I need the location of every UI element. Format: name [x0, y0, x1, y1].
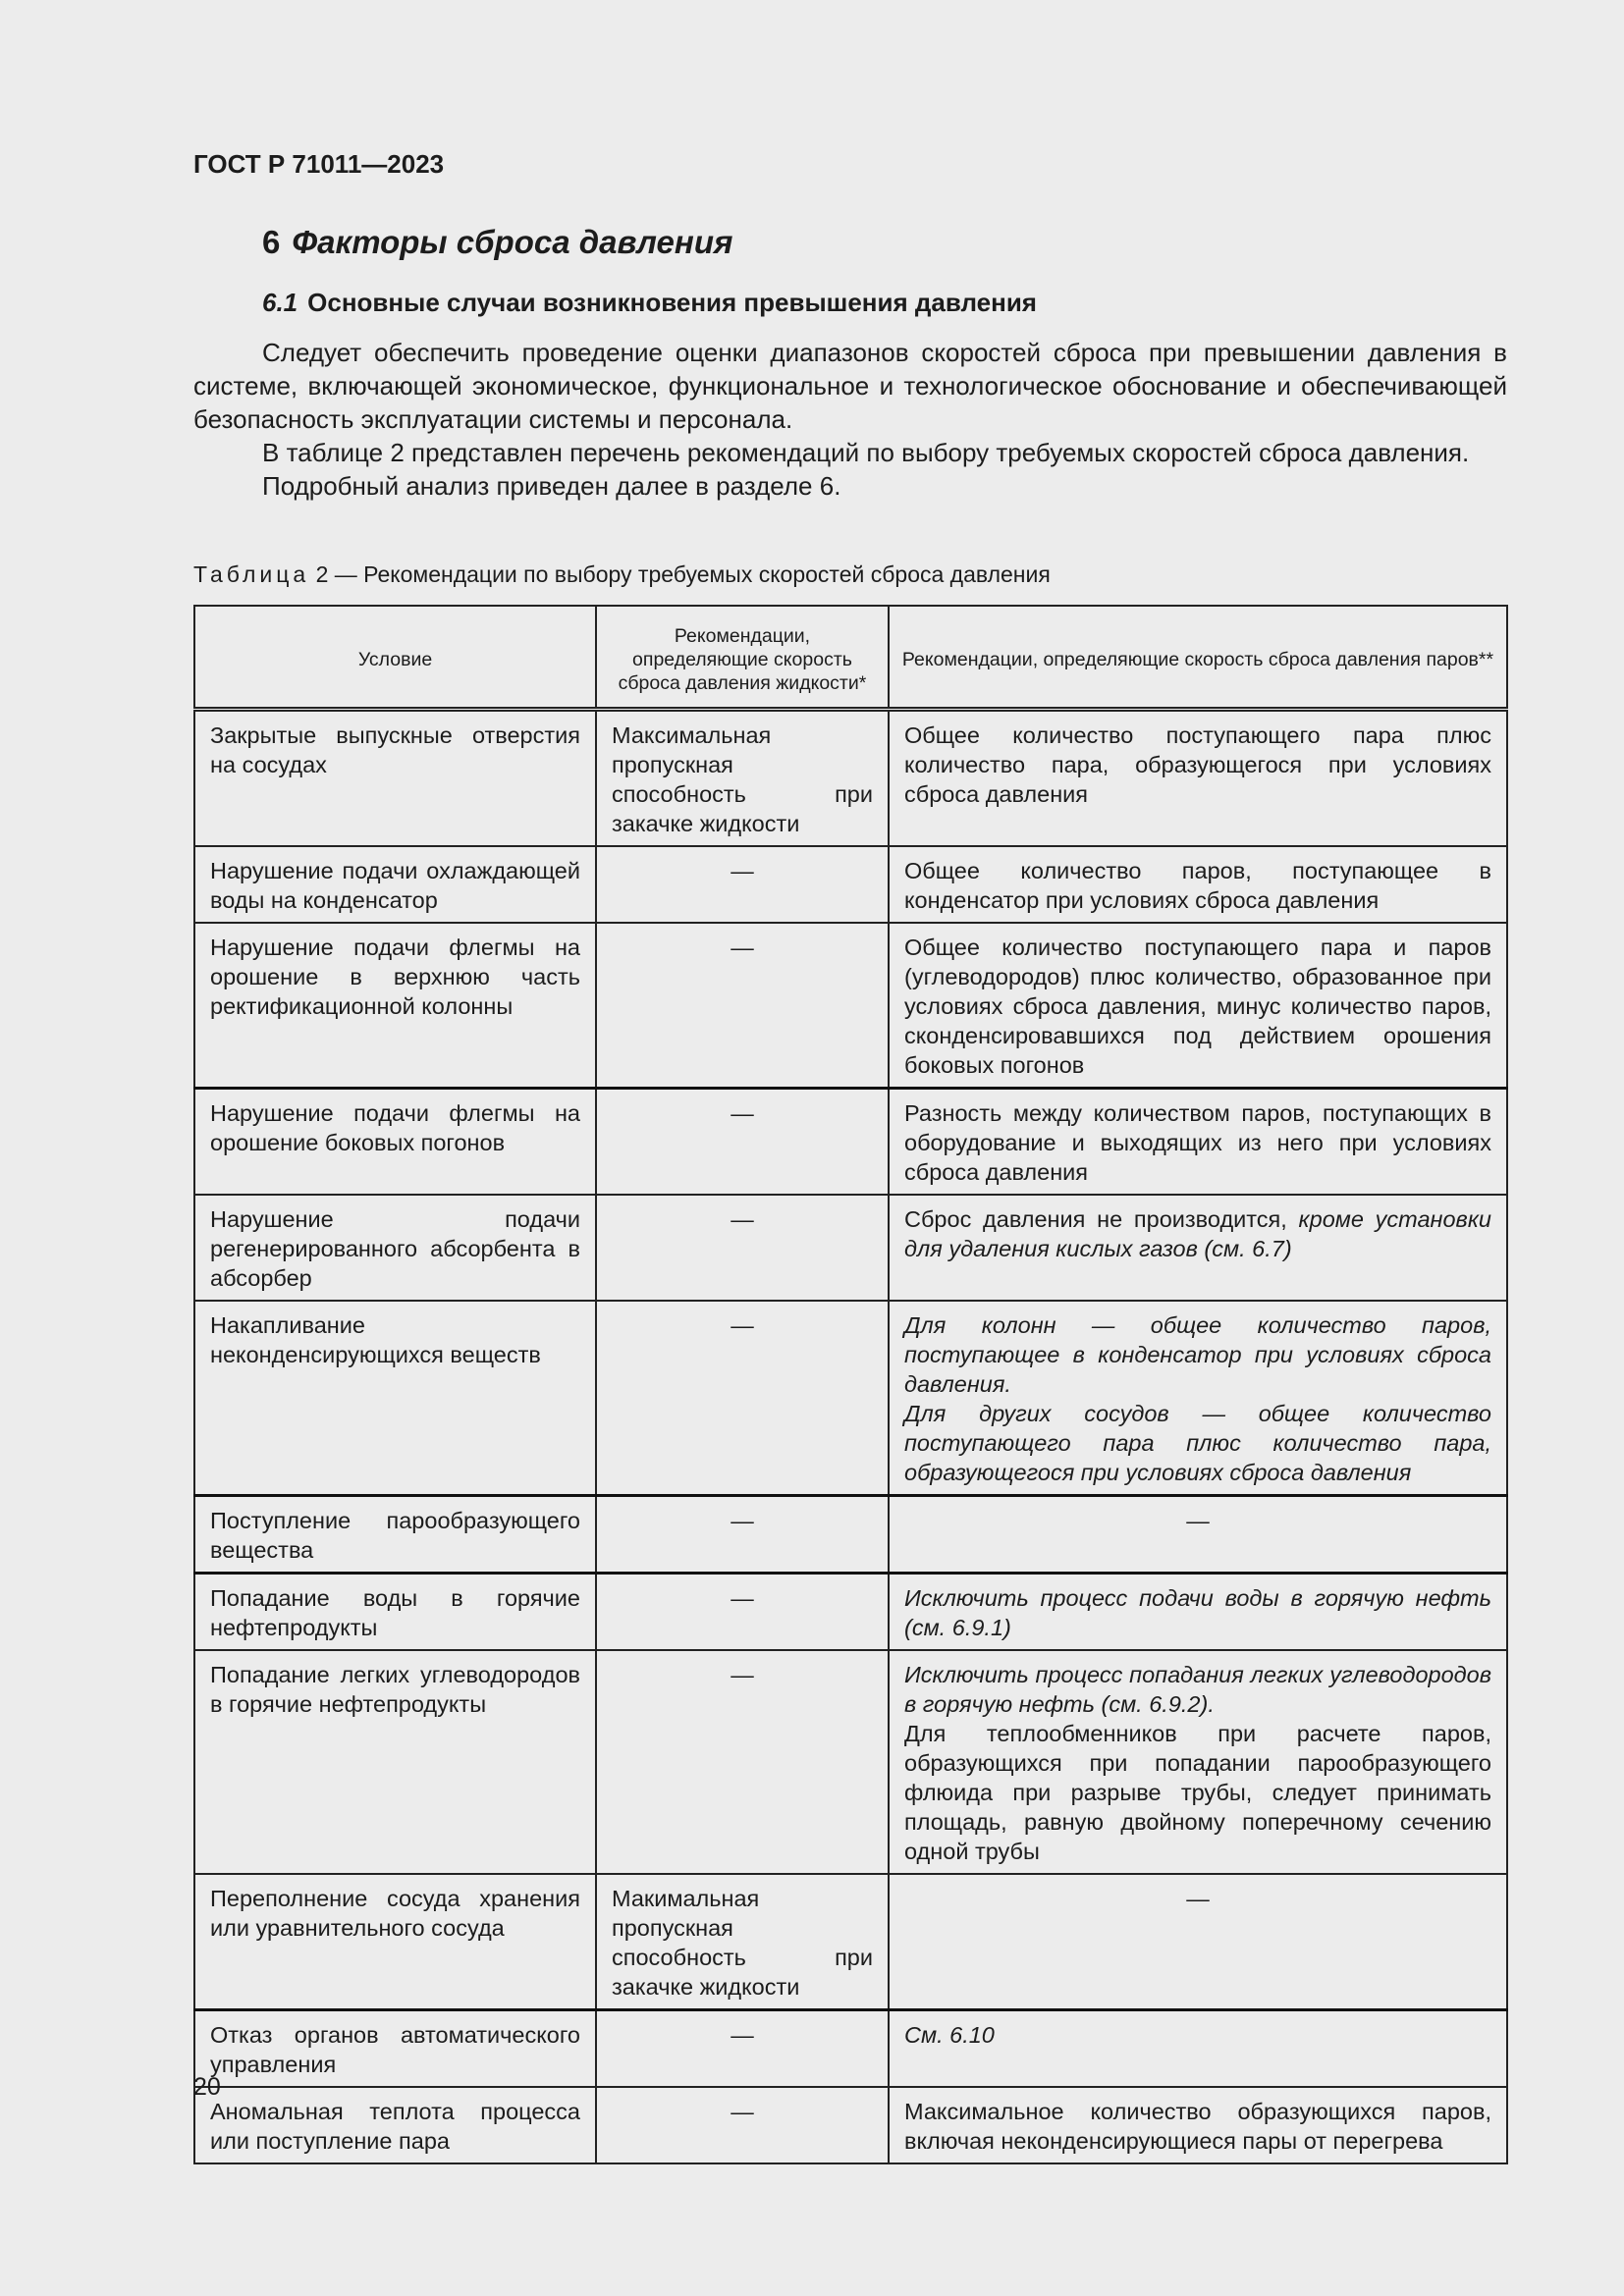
cell-condition: Накапливание неконденсирующихся веществ: [194, 1301, 596, 1496]
cell-condition: Нарушение подачи флегмы на орошение боковых погонов: [194, 1089, 596, 1196]
cell-vapor: Общее количество поступающего пара плюс количество пара, образующегося при условиях сброса давления: [889, 710, 1507, 847]
cell-condition: Попадание легких углеводородов в горячие нефтепродукты: [194, 1650, 596, 1874]
table-row: [194, 2010, 1507, 2088]
table-row: [194, 923, 1507, 1089]
cell-vapor-italic: Для колонн — общее количество паров, поступающее в конденсатор при условиях сброса давления.: [904, 1312, 1491, 1397]
cell-vapor: Исключить процесс подачи воды в горячую нефть (см. 6.9.1): [889, 1574, 1507, 1651]
cell-liquid: —: [596, 2010, 889, 2088]
paragraph: Подробный анализ приведен далее в разделе 6.: [262, 471, 841, 501]
header-liquid: Рекомендации, определяющие скорость сброса давления жидкости*: [596, 606, 889, 710]
section-title: Факторы сброса давления: [292, 224, 733, 260]
cell-liquid: —: [596, 846, 889, 923]
cell-vapor-text: Сброс давления не производится,: [904, 1206, 1287, 1232]
cell-vapor: —: [889, 1496, 1507, 1574]
cell-vapor: См. 6.10: [889, 2010, 1507, 2088]
section-number: 6: [262, 224, 281, 260]
cell-liquid: —: [596, 1574, 889, 1651]
table-caption-text: 2 — Рекомендации по выбору требуемых скоростей сброса давления: [315, 561, 1051, 587]
cell-vapor: Общее количество паров, поступающее в конденсатор при условиях сброса давления: [889, 846, 1507, 923]
subsection-6-1-heading: [262, 288, 1037, 318]
paragraph: Следует обеспечить проведение оценки диапазонов скоростей сброса при превышении давления в системе, включающей экономическое, функциональное и технологическое обоснование и обеспечивающей безопасность эксплуатации системы и персонала.: [193, 338, 1507, 434]
cell-vapor-italic: Для других сосудов — общее количество поступающего пара плюс количество пара, образующегося при условиях сброса давления: [904, 1401, 1491, 1485]
table-row: [194, 1496, 1507, 1574]
cell-vapor-text: Для теплообменников при расчете паров, образующихся при попадании парообразующего флюида при разрыве трубы, следует принимать площадь, равную двойному поперечному сечению одной трубы: [904, 1721, 1491, 1864]
cell-condition: Нарушение подачи регенерированного абсорбента в абсорбер: [194, 1195, 596, 1301]
section-6-heading: [262, 224, 732, 261]
cell-vapor: Общее количество поступающего пара и паров (углеводородов) плюс количество, образованное при условиях сброса давления, минус количество паров, сконденсировавшихся под действием орошения боковых погонов: [889, 923, 1507, 1089]
document-header: ГОСТ Р 71011—2023: [193, 149, 445, 179]
table-row: [194, 1650, 1507, 1874]
cell-liquid: Максимальная пропускная способность при закачке жидкости: [596, 710, 889, 847]
cell-vapor-italic: Исключить процесс попадания легких углеводородов в горячую нефть (см. 6.9.2).: [904, 1662, 1491, 1717]
table-row: [194, 1574, 1507, 1651]
cell-condition: Отказ органов автоматического управления: [194, 2010, 596, 2088]
table-row: [194, 2087, 1507, 2163]
cell-vapor: Максимальное количество образующихся паров, включая неконденсирующиеся пары от перегрева: [889, 2087, 1507, 2163]
table-header-row: [194, 606, 1507, 710]
header-vapor: Рекомендации, определяющие скорость сброса давления паров**: [889, 606, 1507, 710]
cell-condition: Аномальная теплота процесса или поступление пара: [194, 2087, 596, 2163]
header-condition: Условие: [194, 606, 596, 710]
subsection-title: Основные случаи возникновения превышения давления: [307, 288, 1037, 317]
cell-liquid: —: [596, 1089, 889, 1196]
table-row: [194, 1089, 1507, 1196]
cell-vapor: [889, 1195, 1507, 1301]
cell-vapor-italic: кроме установки для удаления кислых газов (см. 6.7): [904, 1206, 1491, 1261]
subsection-number: 6.1: [262, 288, 298, 317]
table-caption-label: Таблица: [193, 561, 310, 587]
cell-condition: Закрытые выпускные отверстия на сосудах: [194, 710, 596, 847]
table-row: [194, 1195, 1507, 1301]
cell-vapor: [889, 1301, 1507, 1496]
cell-condition: Попадание воды в горячие нефтепродукты: [194, 1574, 596, 1651]
cell-vapor: —: [889, 1874, 1507, 2010]
cell-vapor: Разность между количеством паров, поступающих в оборудование и выходящих из него при условиях сброса давления: [889, 1089, 1507, 1196]
cell-vapor: [889, 1650, 1507, 1874]
cell-liquid: —: [596, 2087, 889, 2163]
cell-liquid: —: [596, 923, 889, 1089]
table-row: [194, 846, 1507, 923]
cell-liquid: —: [596, 1301, 889, 1496]
cell-condition: Переполнение сосуда хранения или уравнительного сосуда: [194, 1874, 596, 2010]
table-row: [194, 1301, 1507, 1496]
body-text: [193, 336, 1507, 503]
paragraph: В таблице 2 представлен перечень рекомендаций по выбору требуемых скоростей сброса давления.: [262, 438, 1470, 467]
cell-condition: Нарушение подачи флегмы на орошение в верхнюю часть ректификационной колонны: [194, 923, 596, 1089]
table-caption: [193, 561, 1051, 588]
cell-liquid: —: [596, 1195, 889, 1301]
cell-condition: Нарушение подачи охлаждающей воды на конденсатор: [194, 846, 596, 923]
cell-liquid: —: [596, 1650, 889, 1874]
table-row: [194, 710, 1507, 847]
page-number: 20: [193, 2073, 221, 2101]
table-row: [194, 1874, 1507, 2010]
cell-condition: Поступление парообразующего вещества: [194, 1496, 596, 1574]
recommendations-table: [193, 605, 1508, 2164]
cell-liquid: —: [596, 1496, 889, 1574]
cell-liquid: Макимальная пропускная способность при закачке жидкости: [596, 1874, 889, 2010]
